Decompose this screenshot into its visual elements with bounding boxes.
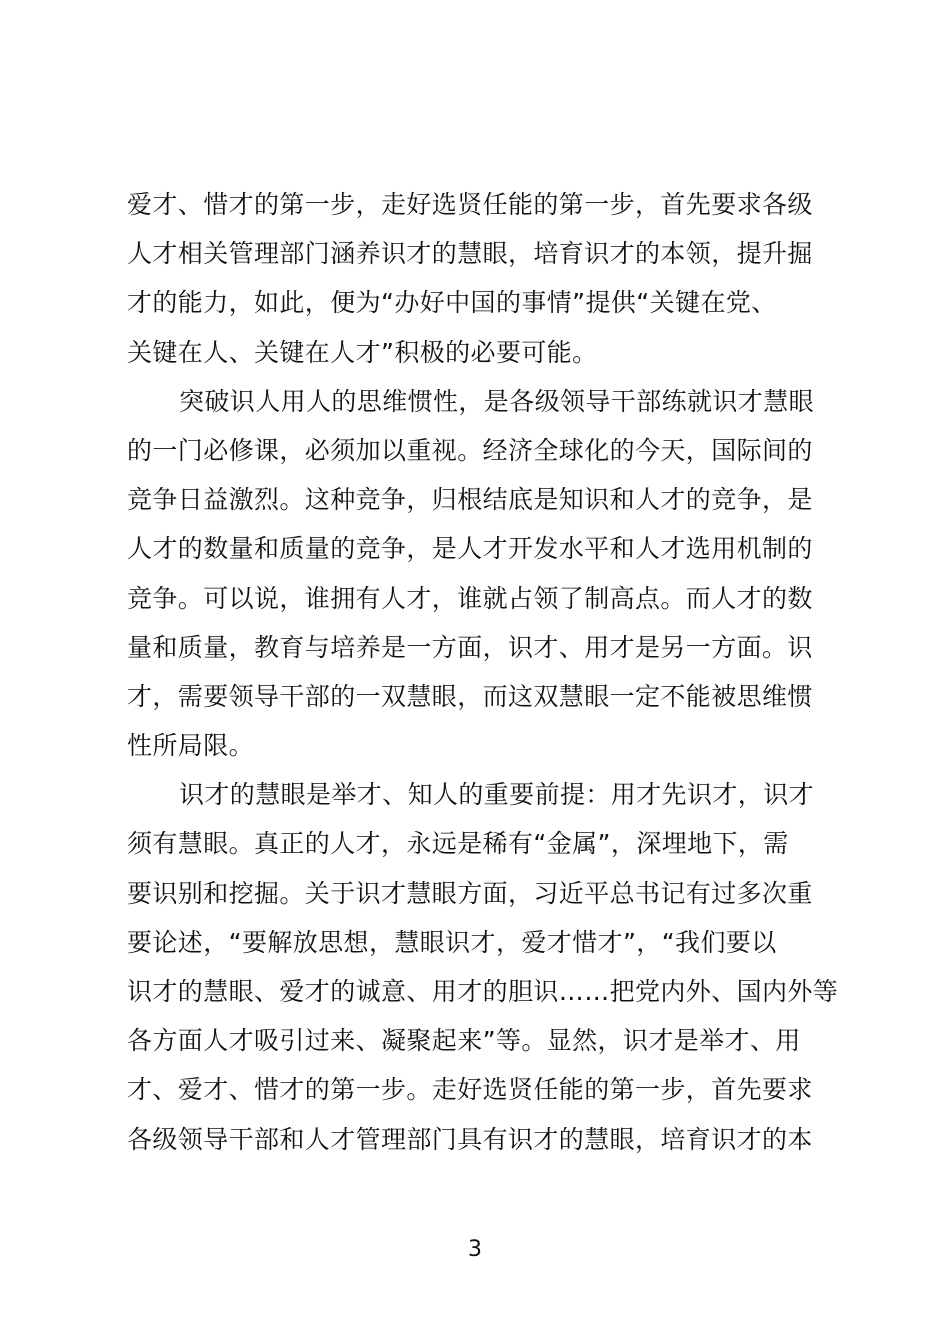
text-line: 人才相关管理部门涵养识才的慧眼，培育识才的本领，提升掘	[127, 239, 813, 269]
text-line: 才、爱才、惜才的第一步。走好选贤任能的第一步，首先要求	[127, 1075, 813, 1105]
text-line: 才的能力，如此，便为“办好中国的事情”提供“关键在党、	[127, 288, 777, 318]
text-line: 量和质量，教育与培养是一方面，识才、用才是另一方面。识	[127, 632, 813, 662]
text-line: 突破识人用人的思维惯性，是各级领导干部练就识才慧眼	[179, 386, 815, 416]
text-line: 要论述，“要解放思想，慧眼识才，爱才惜才”，“我们要以	[127, 927, 777, 957]
text-line: 各级领导干部和人才管理部门具有识才的慧眼，培育识才的本	[127, 1124, 813, 1154]
paragraph-2	[127, 377, 833, 771]
text-line: 识才的慧眼、爱才的诚意、用才的胆识……把党内外、国内外等	[127, 977, 839, 1006]
paragraph-1	[127, 180, 833, 377]
text-line: 竞争。可以说，谁拥有人才，谁就占领了制高点。而人才的数	[127, 583, 813, 613]
text-line: 关键在人、关键在人才”积极的必要可能。	[127, 337, 598, 367]
text-line: 竞争日益激烈。这种竞争，归根结底是知识和人才的竞争，是	[127, 485, 813, 515]
paragraph-3	[127, 770, 839, 1164]
text-line: 爱才、惜才的第一步，走好选贤任能的第一步，首先要求各级	[127, 190, 813, 219]
text-line: 性所局限。	[127, 731, 255, 761]
text-line: 才，需要领导干部的一双慧眼，而这双慧眼一定不能被思维惯	[127, 681, 813, 711]
text-line: 须有慧眼。真正的人才，永远是稀有“金属”，深埋地下，需	[127, 829, 789, 859]
body-text	[127, 180, 839, 1164]
text-line: 要识别和挖掘。关于识才慧眼方面，习近平总书记有过多次重	[127, 878, 813, 908]
text-line: 各方面人才吸引过来、凝聚起来”等。显然，识才是举才、用	[127, 1026, 801, 1056]
text-line: 人才的数量和质量的竞争，是人才开发水平和人才选用机制的	[127, 534, 813, 564]
page-number: 3	[468, 1237, 482, 1262]
text-line: 的一门必修课，必须加以重视。经济全球化的今天，国际间的	[127, 435, 813, 465]
text-line: 识才的慧眼是举才、知人的重要前提：用才先识才，识才	[179, 780, 815, 810]
